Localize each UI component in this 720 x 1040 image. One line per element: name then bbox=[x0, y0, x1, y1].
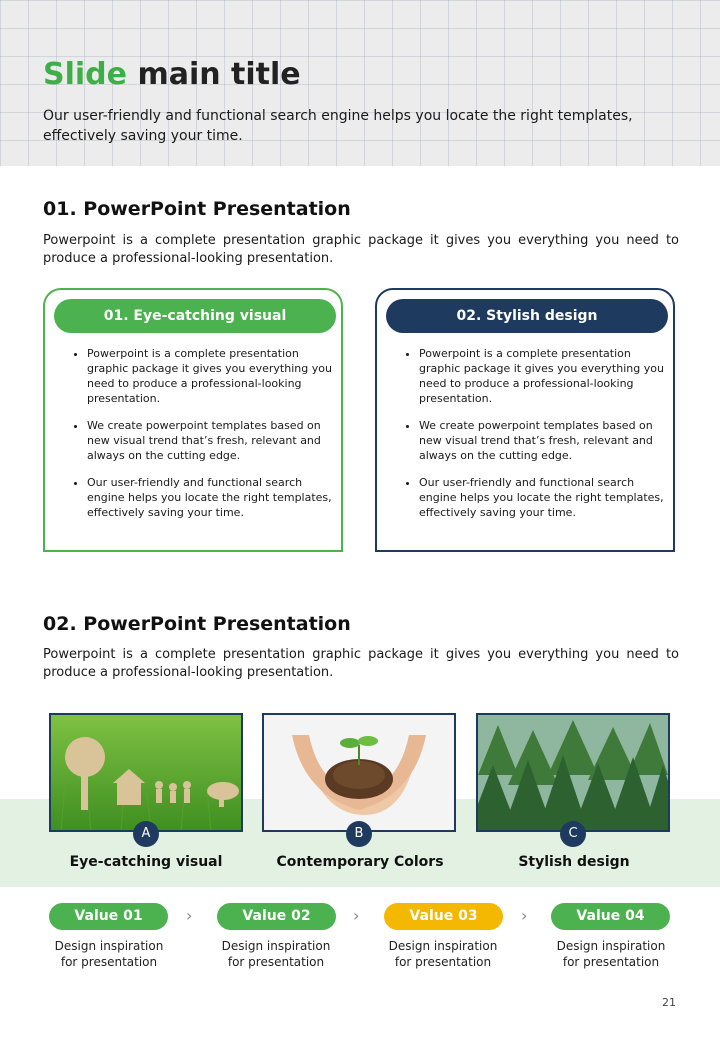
page-title bbox=[43, 56, 301, 94]
value-desc-line: Design inspiration bbox=[221, 939, 331, 953]
photo-hands-seedling bbox=[262, 713, 456, 832]
value-desc-line: for presentation bbox=[227, 955, 325, 969]
bullet-item: • Powerpoint is a complete presentation graphic package it gives you everything you need to produce a professional-looking presentation. bbox=[419, 346, 669, 406]
value-desc bbox=[536, 938, 686, 970]
card-title: 02. Stylish design bbox=[386, 299, 668, 333]
title-rest: main title bbox=[137, 57, 301, 92]
value-desc-line: for presentation bbox=[394, 955, 492, 969]
value-desc bbox=[201, 938, 351, 970]
card-stylish-design bbox=[375, 288, 675, 552]
chevron-right-icon: › bbox=[353, 906, 360, 925]
bullet-item: • Our user-friendly and functional search engine helps you locate the right templates, effectively saving your time. bbox=[419, 475, 669, 520]
photo-label: Eye-catching visual bbox=[69, 854, 223, 870]
page-subtitle: Our user-friendly and functional search engine helps you locate the right templates, effectively saving your time. bbox=[43, 108, 633, 144]
section1-text: Powerpoint is a complete presentation graphic package it gives you everything you need to produce a professional-looking presentation. bbox=[43, 233, 679, 266]
card-title: 01. Eye-catching visual bbox=[54, 299, 336, 333]
title-highlight: Slide bbox=[43, 57, 127, 92]
photo-label: Contemporary Colors bbox=[276, 854, 444, 870]
value-desc bbox=[34, 938, 184, 970]
value-desc-line: Design inspiration bbox=[54, 939, 164, 953]
page-number: 21 bbox=[662, 996, 676, 1009]
value-desc-line: for presentation bbox=[60, 955, 158, 969]
card-bullets bbox=[397, 346, 669, 532]
bullet-item: • We create powerpoint templates based on new visual trend that’s fresh, relevant and always on the cutting edge. bbox=[87, 418, 337, 463]
bullet-item: • We create powerpoint templates based on new visual trend that’s fresh, relevant and always on the cutting edge. bbox=[419, 418, 669, 463]
value-desc bbox=[368, 938, 518, 970]
photo-grass-cutouts bbox=[49, 713, 243, 832]
section1-heading: 01. PowerPoint Presentation bbox=[43, 198, 351, 220]
section2-text: Powerpoint is a complete presentation graphic package it gives you everything you need to produce a professional-looking presentation. bbox=[43, 647, 679, 680]
chevron-right-icon: › bbox=[186, 906, 193, 925]
photo-forest bbox=[476, 713, 670, 832]
bullet-item: • Powerpoint is a complete presentation graphic package it gives you everything you need to produce a professional-looking presentation. bbox=[87, 346, 337, 406]
bullet-item: • Our user-friendly and functional search engine helps you locate the right templates, effectively saving your time. bbox=[87, 475, 337, 520]
value-pill: Value 04 bbox=[551, 903, 670, 930]
value-desc-line: Design inspiration bbox=[388, 939, 498, 953]
value-pill: Value 02 bbox=[217, 903, 336, 930]
card-bullets bbox=[65, 346, 337, 532]
badge-a: A bbox=[133, 821, 159, 847]
card-eye-catching bbox=[43, 288, 343, 552]
section2-heading: 02. PowerPoint Presentation bbox=[43, 613, 351, 635]
badge-c: C bbox=[560, 821, 586, 847]
badge-b: B bbox=[346, 821, 372, 847]
value-desc-line: Design inspiration bbox=[556, 939, 666, 953]
value-pill: Value 03 bbox=[384, 903, 503, 930]
value-desc-line: for presentation bbox=[562, 955, 660, 969]
value-pill: Value 01 bbox=[49, 903, 168, 930]
chevron-right-icon: › bbox=[521, 906, 528, 925]
photo-label: Stylish design bbox=[518, 854, 630, 870]
